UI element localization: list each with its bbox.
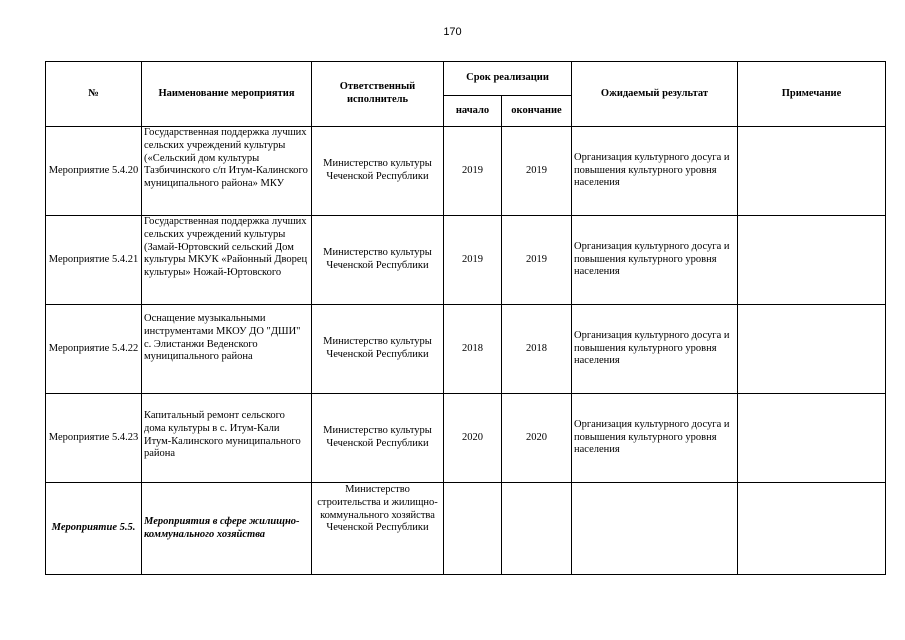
row-end: 2020 bbox=[502, 394, 572, 483]
section-result bbox=[572, 483, 738, 575]
row-note bbox=[738, 127, 886, 216]
section-end bbox=[502, 483, 572, 575]
row-result: Организация культурного досуга и повышения культурного уровня населения bbox=[572, 216, 738, 305]
header-note: Примечание bbox=[738, 62, 886, 127]
row-note bbox=[738, 305, 886, 394]
row-executor: Министерство культуры Чеченской Республики bbox=[312, 305, 444, 394]
table-row-section bbox=[46, 483, 886, 575]
row-start: 2019 bbox=[444, 127, 502, 216]
row-num: Мероприятие 5.4.23 bbox=[46, 394, 142, 483]
header-row bbox=[46, 62, 886, 96]
row-name-text: Государственная поддержка лучших сельских учреждений культуры («Сельский дом культуры Тазбичинского с/п Итум-Калинского муниципального района» МКУ bbox=[144, 127, 308, 190]
row-name bbox=[142, 216, 312, 305]
row-end: 2018 bbox=[502, 305, 572, 394]
header-start: начало bbox=[444, 96, 502, 127]
table-row bbox=[46, 127, 886, 216]
row-name-text: Капитальный ремонт сельского дома культуры в с. Итум-Кали Итум-Калинского муниципального района bbox=[144, 410, 301, 460]
header-executor: Ответственный исполнитель bbox=[312, 62, 444, 127]
row-result: Организация культурного досуга и повышения культурного уровня населения bbox=[572, 394, 738, 483]
row-num: Мероприятие 5.4.22 bbox=[46, 305, 142, 394]
row-result: Организация культурного досуга и повышения культурного уровня населения bbox=[572, 305, 738, 394]
header-end: окончание bbox=[502, 96, 572, 127]
row-name bbox=[142, 305, 312, 394]
row-start: 2020 bbox=[444, 394, 502, 483]
row-num: Мероприятие 5.4.20 bbox=[46, 127, 142, 216]
row-executor: Министерство культуры Чеченской Республики bbox=[312, 394, 444, 483]
table-row bbox=[46, 394, 886, 483]
row-start: 2018 bbox=[444, 305, 502, 394]
table-row bbox=[46, 216, 886, 305]
header-result: Ожидаемый результат bbox=[572, 62, 738, 127]
activities-table bbox=[45, 61, 886, 575]
section-name: Мероприятия в сфере жилищно-коммунального хозяйства bbox=[142, 483, 312, 575]
row-name-text: Государственная поддержка лучших сельских учреждений культуры (Замай-Юртовский сельский Дом культуры МКУК «Районный Дворец культуры» Ножай-Юртовского bbox=[144, 216, 308, 279]
section-start bbox=[444, 483, 502, 575]
row-end: 2019 bbox=[502, 127, 572, 216]
table-row bbox=[46, 305, 886, 394]
header-period: Срок реализации bbox=[444, 62, 572, 96]
page-number: 170 bbox=[443, 26, 462, 38]
section-num: Мероприятие 5.5. bbox=[46, 483, 142, 575]
row-name bbox=[142, 394, 312, 483]
section-executor: Министерство строительства и жилищно-коммунального хозяйства Чеченской Республики bbox=[312, 483, 444, 575]
row-name-text: Оснащение музыкальными инструментами МКОУ ДО "ДШИ" с. Элистанжи Веденского муниципального района bbox=[144, 313, 301, 363]
row-start: 2019 bbox=[444, 216, 502, 305]
row-executor: Министерство культуры Чеченской Республики bbox=[312, 127, 444, 216]
row-note bbox=[738, 394, 886, 483]
header-name: Наименование мероприятия bbox=[142, 62, 312, 127]
section-note bbox=[738, 483, 886, 575]
row-executor: Министерство культуры Чеченской Республики bbox=[312, 216, 444, 305]
row-name bbox=[142, 127, 312, 216]
header-num: № bbox=[46, 62, 142, 127]
row-result: Организация культурного досуга и повышения культурного уровня населения bbox=[572, 127, 738, 216]
row-num: Мероприятие 5.4.21 bbox=[46, 216, 142, 305]
row-note bbox=[738, 216, 886, 305]
row-end: 2019 bbox=[502, 216, 572, 305]
